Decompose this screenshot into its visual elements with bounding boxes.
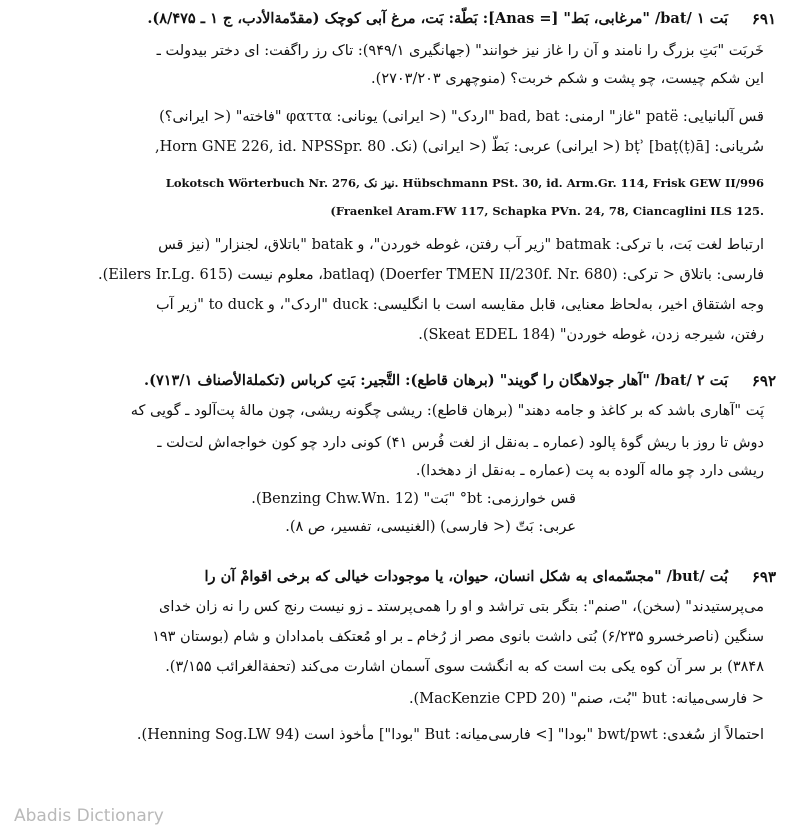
entry-line: بَت ١ /bat/ "مرغابی، بَط" [= Anas]: بَطّة: بَت، مرغ آبی کوچک (مقدّمة‌الأدب، ج ١ ـ ٨/۴٧۵). xyxy=(147,10,728,27)
entry-line: بَت ٢ /bat/ "آهار جولاهگان را گویند" (برهان قاطع): التَّجیر: بَتِ کرباس (تکملة‌الأصناف ٧١٣/١). xyxy=(144,372,728,389)
entry-line: می‌پرستیدند" (سخن)، "صنم": بتگر بتی تراشد و او را همی‌پرستد ـ زو نیست رنج کس را نه زان خدای xyxy=(159,599,764,615)
entry-line: احتمالاً از سُغدی: bwt/pwt "بودا" [> فارسی‌میانه: But "بودا"] مأخوذ است (Henning Sog.LW 94). xyxy=(136,727,764,743)
entry-number: ۶۹۳ xyxy=(751,568,776,586)
entry-line: ریشی دارد چو ماله آلوده به پت (عماره ـ به‌نقل از دهخدا). xyxy=(415,463,764,479)
entry-number: ۶۹۱ xyxy=(751,10,776,28)
entry-line: پَت "آهاری باشد که بر کاغذ و جامه دهند" (برهان قاطع): ریشی چگونه ریشی، چون مالهٔ پت‌آلود ـ گویی که xyxy=(130,403,764,419)
entry-line: < فارسی‌میانه: but "بُت، صنم" (MacKenzie CPD 20). xyxy=(408,691,764,707)
watermark: Abadis Dictionary xyxy=(14,806,164,826)
entry-line: این شکم چیست، چو پشت و شکم خربت؟ (منوچهری ٢٧٠٣/٢٠٣). xyxy=(371,71,764,87)
entry-line: عربی: بَتّ (< فارسی) (الغنیسی، تفسیر، ص ٨). xyxy=(285,519,576,535)
entry-line: وجه اشتقاق اخیر، به‌لحاظ معنایی، قابل مقایسه است با انگلیسی: duck "اردک"، و to duck "زیر آب xyxy=(155,297,764,313)
entry-line: رفتن، شیرجه زدن، غوطه خوردن" (Skeat EDEL 184). xyxy=(418,327,764,343)
entry-number: ۶۹۲ xyxy=(751,372,776,390)
entry-line: ارتباط لغت بَت، با ترکی: batmak "زیر آب رفتن، غوطه خوردن"، و batak "باتلاق، لجنزار" (نیز قس xyxy=(158,237,764,253)
entry-line: (Fraenkel Aram.FW 117, Schapka PVn. 24, 78, Ciancaglini ILS 125. xyxy=(330,204,764,218)
entry-line: بُت /but/ "مجسّمه‌ای به شکل انسان، حیوان، یا موجودات خیالی که برخی اقوامْ آن را xyxy=(204,568,728,585)
entry-line: سنگین (ناصرخسرو ۶/٢٣۵) بُتی داشت بانوی مصر از رُخام ـ بر او مُعتکف بامدادان و شام (بوستان ١٩٣ xyxy=(152,629,764,645)
entry-line: قس آلبانیایی: patë "غاز" ارمنی: bad, bat "اردک" (< ایرانی) یونانی: φαττα "فاخته" (< ایرانی؟) xyxy=(159,109,764,125)
entry-line: دوش تا روز با ریش گوهٔ پالود (عماره ـ به‌نقل از لغت فُرس ۴١) کونی دارد چو کون خواجه‌اش لت‌لت ـ xyxy=(157,435,764,451)
entry-line: سُریانی: [baṭ(ṭ)ā] bṭʾ (< ایرانی) عربی: بَطّ (< ایرانی) (نک. Horn GNE 226, id. NPSSpr. 80, xyxy=(155,139,764,155)
entry-line: ٣٨۴٨) بر سر آن کوه یکی بت است که به انگشت سوی آسمان اشارت می‌کند (تحفة‌الغرائب ٣/١۵۵). xyxy=(165,659,764,675)
entry-line: قس خوارزمی: bt° "بَت" (Benzing Chw.Wn. 12). xyxy=(251,491,576,507)
entry-line: خَربَت "بَتِ بزرگ را نامند و آن را غاز نیز خوانند" (جهانگیری ٩۴٩/١): تاک رز راگفت: ای دختر بیدولت ـ xyxy=(156,43,764,59)
entry-line: Lokotsch Wörterbuch Nr. 276, نیز نک. Hübschmann PSt. 30, id. Arm.Gr. 114, Frisk GEW II/996 xyxy=(165,176,764,190)
entry-line: فارسی: باتلاق < ترکی: batlaq) (Doerfer TMEN II/230f. Nr. 680)، معلوم نیست (Eilers Ir.Lg. 615). xyxy=(98,267,764,283)
